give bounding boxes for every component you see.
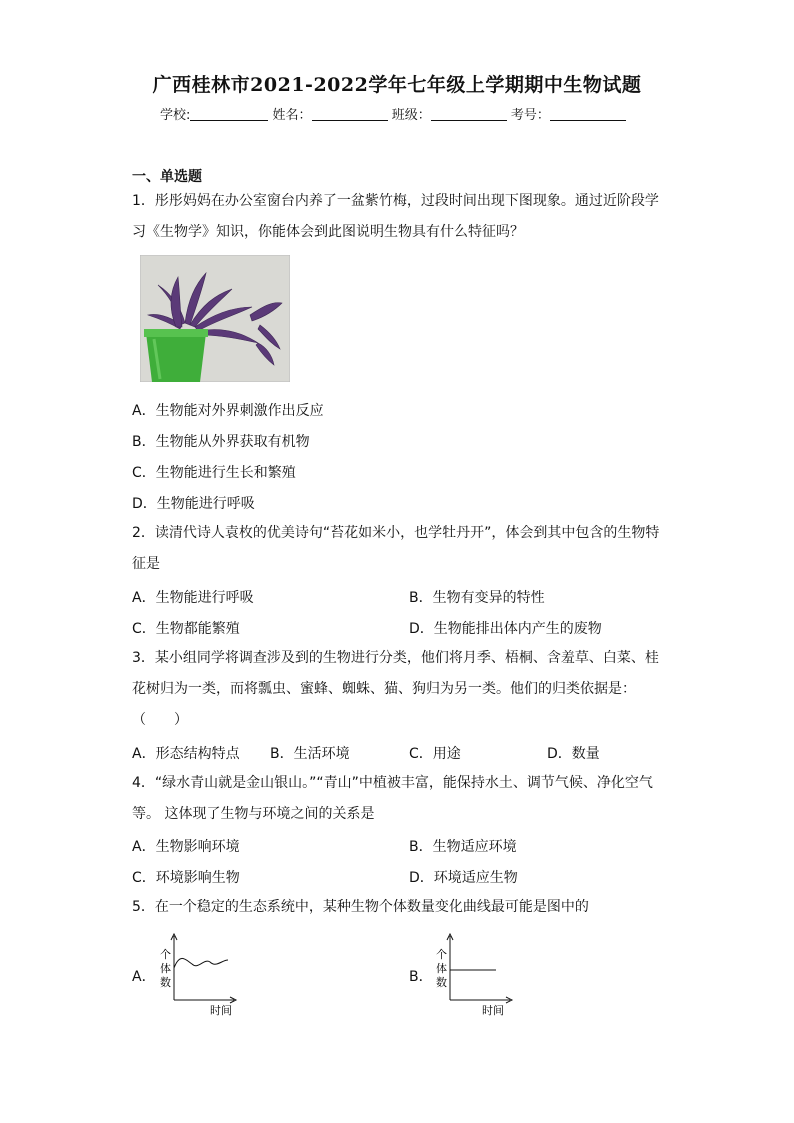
question-4-stem <box>132 768 662 830</box>
question-5-option-b: B． <box>409 969 433 985</box>
question-3-line-3: （ ） <box>132 712 188 728</box>
option-a-ylabel-3: 数 <box>160 976 171 989</box>
option-a-xlabel: 时间 <box>210 1004 232 1016</box>
question-1-option-a: A．生物能对外界刺激作出反应 <box>132 403 324 419</box>
option-b-ylabel-1: 个 <box>436 948 447 961</box>
question-4-line-1: 4．“绿水青山就是金山银山。”“青山”中植被丰富，能保持水土、调节气候、净化空气 <box>132 775 653 791</box>
question-2-option-a: A．生物能进行呼吸 <box>132 590 254 606</box>
question-3-stem <box>132 643 662 736</box>
class-blank <box>431 106 507 121</box>
option-b-ylabel-3: 数 <box>436 976 447 989</box>
question-4-option-b: B．生物适应环境 <box>409 839 517 855</box>
option-b-ylabel-2: 体 <box>436 962 447 975</box>
option-a-ylabel-1: 个 <box>160 948 171 961</box>
question-3-option-a: A．形态结构特点 <box>132 746 240 762</box>
question-4-option-c: C．环境影响生物 <box>132 870 240 886</box>
question-3-line-2: 花树归为一类，而将瓢虫、蜜蜂、蜘蛛、猫、狗归为另一类。他们的归类依据是： <box>132 681 636 697</box>
option-b-xlabel: 时间 <box>482 1004 504 1016</box>
question-1-option-b: B．生物能从外界获取有机物 <box>132 434 310 450</box>
question-4-option-a: A．生物影响环境 <box>132 839 240 855</box>
question-4-option-d: D．环境适应生物 <box>409 870 518 886</box>
option-a-ylabel-2: 体 <box>160 962 171 975</box>
question-1-line-2: 习《生物学》知识，你能体会到此图说明生物具有什么特征吗？ <box>132 224 524 240</box>
question-1-option-c: C．生物能进行生长和繁殖 <box>132 465 296 481</box>
question-5-line-1: 5．在一个稳定的生态系统中，某种生物个体数量变化曲线最可能是图中的 <box>132 899 589 915</box>
school-label: 学校: <box>160 108 191 123</box>
question-3-option-d: D．数量 <box>547 746 600 762</box>
question-2-line-1: 2．读清代诗人袁枚的优美诗句“苔花如米小，也学牡丹开”，体会到其中包含的生物特 <box>132 525 660 541</box>
question-4-line-2: 等。 这体现了生物与环境之间的关系是 <box>132 806 375 822</box>
question-3-option-c: C．用途 <box>409 746 461 762</box>
question-2-option-d: D．生物能排出体内产生的废物 <box>409 621 602 637</box>
page-title: 广西桂林市2021-2022学年七年级上学期期中生物试题 <box>152 74 642 96</box>
name-blank <box>312 106 388 121</box>
class-label: 班级： <box>391 108 431 123</box>
option-a-graph <box>152 930 242 1016</box>
name-label: 姓名： <box>272 108 312 123</box>
section-heading: 一、单选题 <box>132 169 202 185</box>
question-2-line-2: 征是 <box>132 556 160 572</box>
question-3-line-1: 3．某小组同学将调查涉及到的生物进行分类，他们将月季、梧桐、含羞草、白菜、桂 <box>132 650 659 666</box>
question-2-stem <box>132 518 662 580</box>
option-b-graph <box>428 930 518 1016</box>
number-blank <box>550 106 626 121</box>
school-blank <box>190 106 268 121</box>
question-1-stem <box>132 186 662 248</box>
question-2-option-b: B．生物有变异的特性 <box>409 590 545 606</box>
question-2-option-c: C．生物都能繁殖 <box>132 621 240 637</box>
number-label: 考号： <box>510 108 550 123</box>
question-1-line-1: 1．彤彤妈妈在办公室窗台内养了一盆紫竹梅，过段时间出现下图现象。通过近阶段学 <box>132 193 659 209</box>
student-info-row <box>160 104 626 123</box>
question-1-option-d: D．生物能进行呼吸 <box>132 496 255 512</box>
question-5-option-a: A． <box>132 969 156 985</box>
plant-photo <box>140 255 290 382</box>
question-5-stem <box>132 892 662 923</box>
option-a-curve <box>174 958 228 968</box>
question-3-option-b: B．生活环境 <box>270 746 350 762</box>
